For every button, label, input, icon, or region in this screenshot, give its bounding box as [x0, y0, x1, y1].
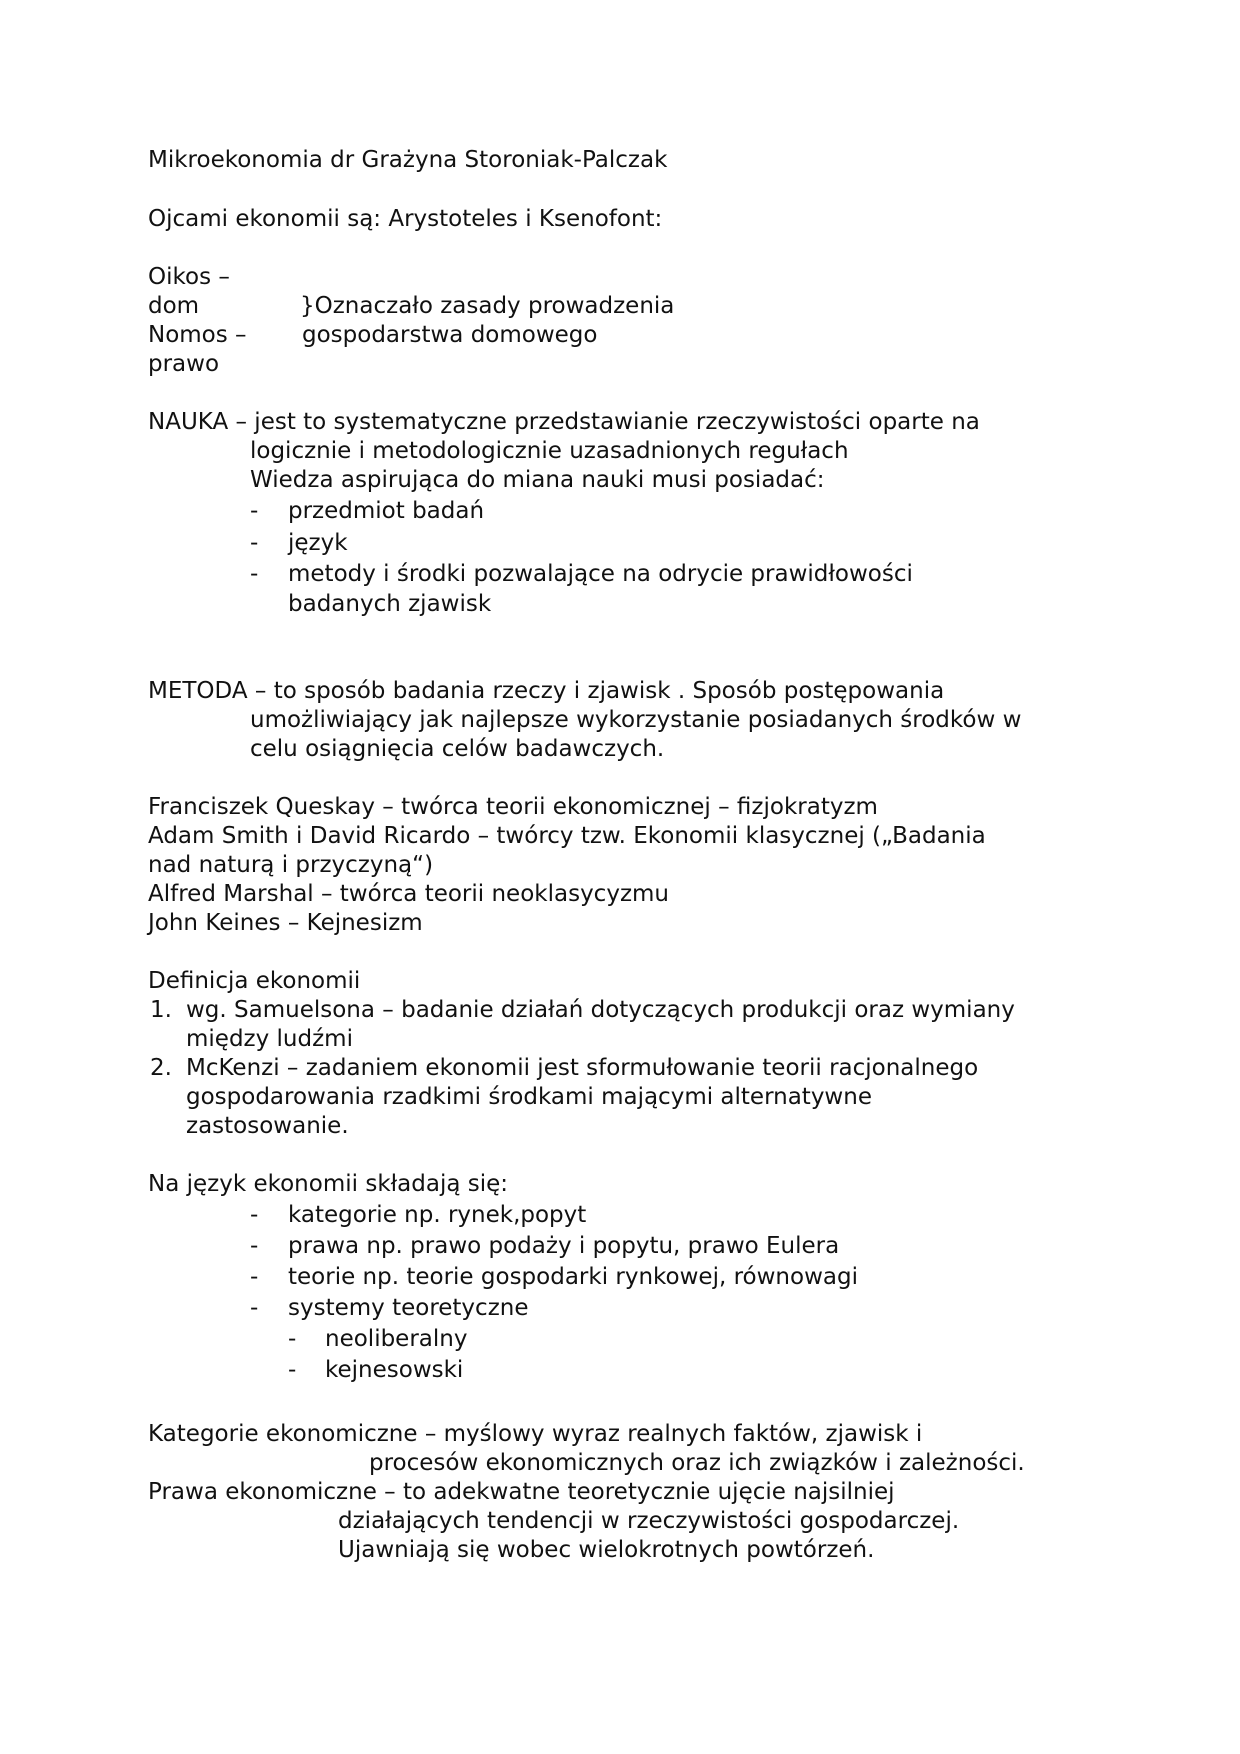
document-title: Mikroekonomia dr Grażyna Storoniak-Palczak	[148, 147, 668, 173]
list-dash: -	[250, 1202, 259, 1228]
kategorie-line-2: procesów ekonomicznych oraz ich związków i zależności.	[369, 1450, 1025, 1476]
nauka-item-1: przedmiot badań	[288, 498, 485, 524]
list-dash: -	[250, 1295, 259, 1321]
definicja-2-line-2: gospodarowania rzadkimi środkami mającymi alternatywne	[186, 1084, 872, 1110]
nauka-line-2: logicznie i metodologicznie uzasadnionych regułach	[250, 438, 849, 464]
jezyk-item-4: systemy teoretyczne	[288, 1295, 529, 1321]
nauka-line-1: NAUKA – jest to systematyczne przedstawianie rzeczywistości oparte na	[148, 409, 980, 435]
people-line-2: Adam Smith i David Ricardo – twórcy tzw. Ekonomii klasycznej („Badania	[148, 823, 986, 849]
nauka-item-3-cont: badanych zjawisk	[288, 591, 492, 617]
list-dash: -	[250, 561, 259, 587]
list-dash: -	[250, 498, 259, 524]
prawa-line-1: Prawa ekonomiczne – to adekwatne teoretycznie ujęcie najsilniej	[148, 1479, 895, 1505]
list-dash: -	[288, 1326, 297, 1352]
list-dash: -	[288, 1357, 297, 1383]
jezyk-subitem-2: kejnesowski	[325, 1357, 464, 1383]
nauka-line-3: Wiedza aspirująca do miana nauki musi posiadać:	[250, 467, 825, 493]
definicja-1-line-2: między ludźmi	[186, 1026, 353, 1052]
metoda-line-1: METODA – to sposób badania rzeczy i zjawisk . Sposób postępowania	[148, 678, 945, 704]
jezyk-heading: Na język ekonomii składają się:	[148, 1171, 509, 1197]
fathers-line: Ojcami ekonomii są: Arystoteles i Ksenofont:	[148, 206, 663, 232]
people-line-4: Alfred Marshal – twórca teorii neoklasycyzmu	[148, 881, 669, 907]
list-dash: -	[250, 530, 259, 556]
kategorie-line-1: Kategorie ekonomiczne – myślowy wyraz realnych faktów, zjawisk i	[148, 1421, 923, 1447]
prawo-line: prawo	[148, 351, 220, 377]
jezyk-subitem-1: neoliberalny	[325, 1326, 468, 1352]
jezyk-item-3: teorie np. teorie gospodarki rynkowej, równowagi	[288, 1264, 858, 1290]
jezyk-item-2: prawa np. prawo podaży i popytu, prawo Eulera	[288, 1233, 840, 1259]
people-line-1: Franciszek Queskay – twórca teorii ekonomicznej – fizjokratyzm	[148, 794, 878, 820]
list-dash: -	[250, 1233, 259, 1259]
definicja-2-line-3: zastosowanie.	[186, 1113, 349, 1139]
nomos-line: Nomos –	[148, 322, 247, 348]
dom-line: dom	[148, 293, 200, 319]
people-line-3: nad naturą i przyczyną“)	[148, 852, 434, 878]
oikos-brace-continuation: gospodarstwa domowego	[302, 322, 598, 348]
metoda-line-3: celu osiągnięcia celów badawczych.	[250, 736, 665, 762]
metoda-line-2: umożliwiający jak najlepsze wykorzystanie posiadanych środków w	[250, 707, 1022, 733]
oikos-line: Oikos –	[148, 264, 230, 290]
nauka-item-2: język	[288, 530, 348, 556]
definicja-number-1: 1.	[150, 997, 172, 1023]
list-dash: -	[250, 1264, 259, 1290]
jezyk-item-1: kategorie np. rynek,popyt	[288, 1202, 587, 1228]
prawa-line-2: działających tendencji w rzeczywistości gospodarczej.	[338, 1508, 960, 1534]
definicja-heading: Definicja ekonomii	[148, 968, 361, 994]
nauka-item-3: metody i środki pozwalające na odrycie prawidłowości	[288, 561, 913, 587]
prawa-line-3: Ujawniają się wobec wielokrotnych powtórzeń.	[338, 1537, 875, 1563]
definicja-number-2: 2.	[150, 1055, 172, 1081]
definicja-2-line-1: McKenzi – zadaniem ekonomii jest sformułowanie teorii racjonalnego	[186, 1055, 979, 1081]
people-line-5: John Keines – Kejnesizm	[148, 910, 423, 936]
definicja-1-line-1: wg. Samuelsona – badanie działań dotyczących produkcji oraz wymiany	[186, 997, 1015, 1023]
oikos-brace-text: }Oznaczało zasady prowadzenia	[300, 293, 675, 319]
